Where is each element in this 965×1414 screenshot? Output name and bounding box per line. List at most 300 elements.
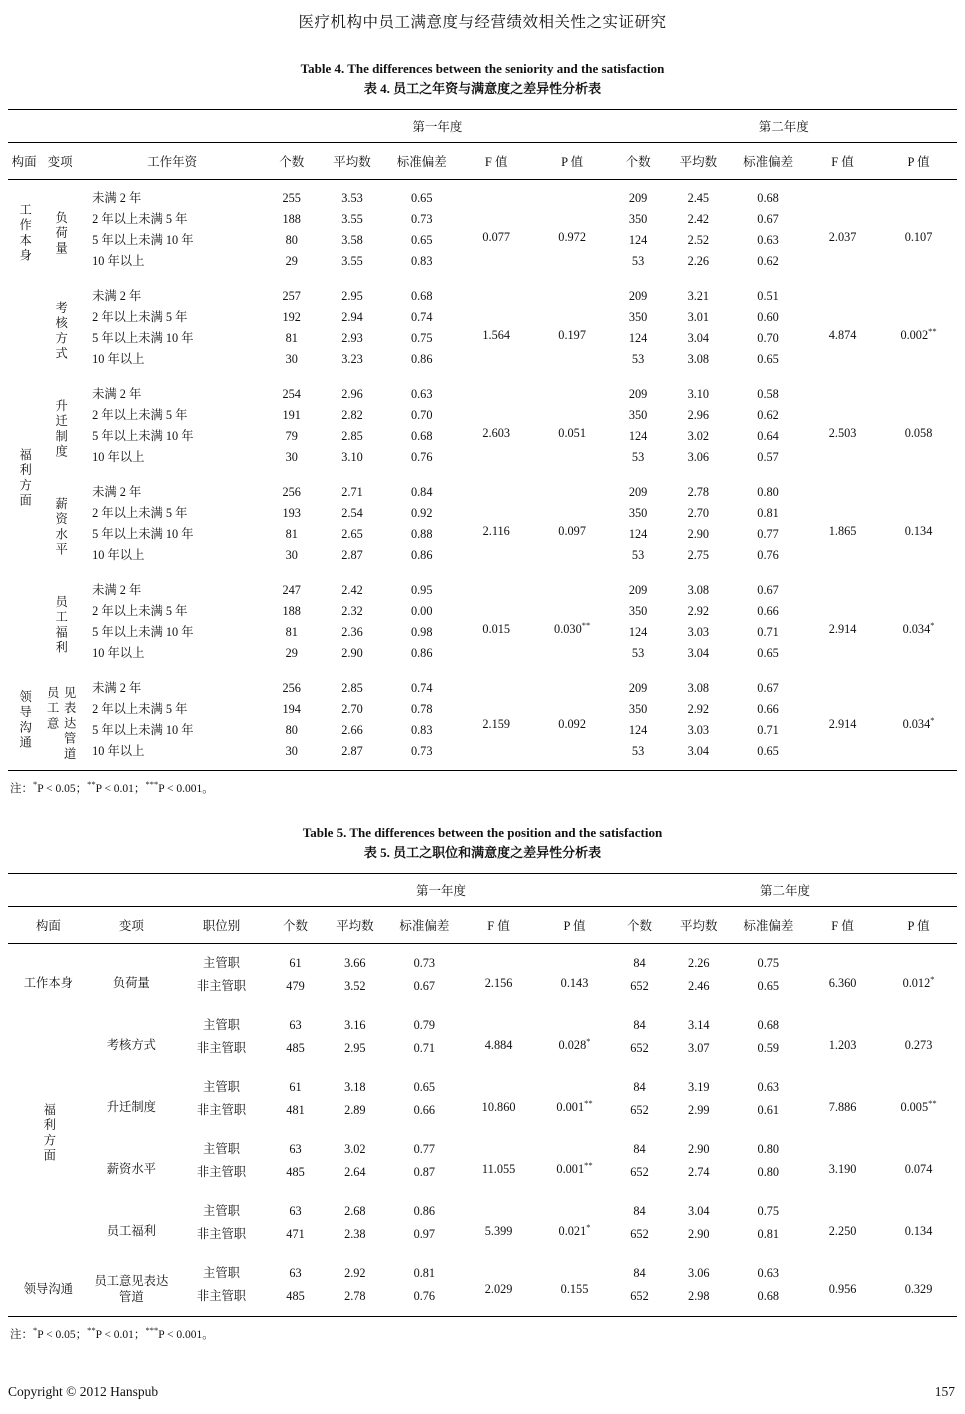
seniority-cell: 10 年以上 [92,744,145,758]
num-cell: 63 [289,1018,302,1032]
spacer-cell [8,874,269,907]
num-cell: 2.45 [687,191,710,205]
p-value: 0.058 [904,425,933,440]
p-value: 0.134 [904,1223,933,1238]
num-cell: 63 [289,1266,302,1280]
num-cell: 209 [628,289,648,303]
num-cell: 2.65 [341,527,363,541]
page-number: 157 [934,1384,955,1399]
num-cell: 0.80 [757,1165,780,1179]
num-cell: 53 [631,450,645,464]
note-text: P < 0.001。 [158,783,214,795]
year2-header: 第二年度 [613,874,957,907]
col-header-sd: 标准偏差 [732,907,806,944]
table5-caption-en: Table 5. The differences between the position and the satisfaction [302,825,663,840]
num-cell: 0.71 [757,723,779,737]
pos-cell: 非主管职 [196,1227,247,1241]
var-cell [40,180,80,287]
num-cell: 0.75 [757,956,780,970]
num-cell: 53 [631,352,645,366]
num-cell: 84 [633,1204,646,1218]
year-header-row [8,874,957,907]
num-cell: 2.82 [341,408,363,422]
pos-cell: 非主管职 [196,979,247,993]
seniority-cell: 2 年以上未满 5 年 [92,212,188,226]
col-header-p: P 值 [880,143,957,180]
dim-cell [8,180,40,287]
page-footer [8,1384,955,1400]
dim-label: 福利方面 [41,1103,56,1165]
var-cell [40,286,80,384]
f-cell: 5.399 [484,1223,513,1238]
num-cell: 0.76 [413,1289,436,1303]
seniority-cell: 10 年以上 [92,548,145,562]
num-cell: 81 [285,625,298,639]
num-cell: 209 [628,681,648,695]
num-cell: 0.57 [757,450,779,464]
num-cell: 3.04 [687,646,710,660]
num-cell: 0.65 [757,979,780,993]
col-header-mean: 平均数 [666,907,731,944]
num-cell: 188 [282,212,301,226]
num-cell: 0.65 [757,744,779,758]
num-cell: 0.65 [410,233,433,247]
p-value: 0.051 [558,425,586,440]
num-cell: 0.77 [757,527,779,541]
seniority-cell: 10 年以上 [92,646,145,660]
num-cell: 3.66 [344,956,366,970]
var-label: 管道 [119,1290,144,1304]
num-cell: 0.58 [757,387,779,401]
var-label: 员工意见表达 [94,1274,169,1288]
seniority-cell: 2 年以上未满 5 年 [92,702,188,716]
sig-stars: ** [928,325,937,336]
p-cell [880,1200,957,1262]
f-cell: 2.914 [828,621,857,636]
num-cell: 3.02 [687,429,710,443]
num-cell: 2.32 [341,604,363,618]
col-header-sd: 标准偏差 [385,143,459,180]
num-cell: 2.74 [688,1165,710,1179]
table5 [8,873,957,1317]
var-cell [40,678,80,771]
seniority-cell: 5 年以上未满 10 年 [92,625,194,639]
num-cell: 2.92 [687,604,710,618]
f-cell: 11.055 [481,1161,516,1176]
table-row [8,482,957,503]
var-cell [89,1138,174,1200]
dim-label: 工作本身 [17,202,32,265]
pos-cell: 非主管职 [196,1041,247,1055]
note-star: *** [145,779,159,790]
num-cell: 63 [289,1142,302,1156]
p-cell [880,1262,957,1317]
f-cell: 2.156 [484,975,513,990]
var-label: 考核方式 [106,1037,156,1052]
num-cell: 53 [631,254,645,268]
num-cell: 350 [628,702,648,716]
num-cell: 0.73 [410,744,433,758]
num-cell: 2.64 [344,1165,366,1179]
note-text: P < 0.05； [37,1329,88,1341]
num-cell: 124 [628,331,648,345]
p-cell [536,1076,613,1138]
num-cell: 124 [628,429,648,443]
sig-stars: ** [928,1097,937,1108]
num-cell: 0.65 [757,352,779,366]
note-star: *** [145,1325,159,1336]
f-cell: 2.503 [828,425,857,440]
num-cell: 0.63 [757,233,779,247]
num-cell: 3.53 [341,191,363,205]
num-cell: 256 [282,681,301,695]
num-cell: 0.67 [757,212,779,226]
num-cell: 0.97 [413,1227,436,1241]
p-value: 0.134 [904,523,933,538]
num-cell: 350 [628,506,648,520]
sig-stars: * [930,714,935,725]
dim-label: 领导沟通 [23,1281,73,1296]
p-cell [880,1138,957,1200]
num-cell: 124 [628,233,648,247]
num-cell: 80 [285,233,298,247]
num-cell: 192 [282,310,301,324]
pos-cell: 主管职 [203,1142,240,1156]
var-cell [89,1076,174,1138]
num-cell: 2.78 [344,1289,366,1303]
col-header-mean: 平均数 [322,907,387,944]
num-cell: 2.90 [687,527,710,541]
p-value: 0.028 [558,1037,587,1052]
pos-cell: 主管职 [203,1080,240,1094]
num-cell: 0.62 [757,408,779,422]
year-header-row [8,110,957,143]
col-header-mean: 平均数 [319,143,384,180]
num-cell: 0.64 [757,429,779,443]
num-cell: 53 [631,548,645,562]
var-label: 负荷量 [112,975,150,990]
num-cell: 0.51 [757,289,779,303]
note-text: P < 0.05； [37,783,88,795]
num-cell: 0.75 [757,1204,780,1218]
num-cell: 2.42 [341,583,363,597]
f-cell: 2.116 [482,523,510,538]
note-prefix: 注： [10,1329,33,1341]
num-cell: 652 [630,1103,649,1117]
num-cell: 3.55 [341,212,363,226]
p-cell [880,944,957,1015]
num-cell: 2.54 [341,506,363,520]
num-cell: 2.78 [687,485,710,499]
num-cell: 255 [282,191,301,205]
var-label: 负荷量 [53,210,68,257]
num-cell: 0.59 [757,1041,780,1055]
num-cell: 0.68 [757,1289,780,1303]
pos-cell: 主管职 [203,1204,240,1218]
dim-label: 工作本身 [23,975,73,990]
num-cell: 0.65 [413,1080,436,1094]
sig-stars: ** [584,1159,593,1170]
p-value: 0.001 [556,1161,585,1176]
num-cell: 0.79 [413,1018,436,1032]
var-cell [89,1262,174,1317]
num-cell: 0.95 [410,583,433,597]
num-cell: 2.26 [688,956,710,970]
f-cell: 2.603 [482,425,511,440]
num-cell: 0.87 [413,1165,436,1179]
num-cell: 2.70 [341,702,363,716]
num-cell: 0.75 [410,331,433,345]
num-cell: 0.92 [410,506,433,520]
num-cell: 350 [628,604,648,618]
num-cell: 0.74 [410,681,433,695]
seniority-cell: 5 年以上未满 10 年 [92,527,194,541]
p-cell [536,1014,613,1076]
p-cell [536,1200,613,1262]
col-header-p: P 值 [536,907,613,944]
num-cell: 0.68 [757,1018,780,1032]
num-cell: 3.52 [344,979,366,993]
p-value: 0.002 [900,327,929,342]
table4-note [10,780,957,796]
num-cell: 2.92 [687,702,710,716]
table-row [8,944,957,976]
num-cell: 479 [286,979,305,993]
seniority-cell: 2 年以上未满 5 年 [92,506,188,520]
col-header-p: P 值 [534,143,611,180]
num-cell: 3.16 [344,1018,366,1032]
num-cell: 2.38 [344,1227,366,1241]
var-cell [40,384,80,482]
p-value: 0.092 [558,716,586,731]
num-cell: 53 [631,744,645,758]
num-cell: 3.06 [688,1266,710,1280]
var-label: 见表达管道 [62,685,77,763]
num-cell: 79 [285,429,298,443]
num-cell: 84 [633,1266,646,1280]
num-cell: 0.74 [410,310,433,324]
num-cell: 0.66 [757,702,779,716]
seniority-cell: 5 年以上未满 10 年 [92,331,194,345]
num-cell: 0.80 [757,1142,780,1156]
sig-stars: * [586,1035,591,1046]
num-cell: 0.66 [757,604,779,618]
seniority-cell: 10 年以上 [92,450,145,464]
pos-cell: 主管职 [203,1018,240,1032]
col-header-n: 个数 [613,907,666,944]
col-header-n: 个数 [264,143,319,180]
f-cell: 0.077 [482,229,511,244]
col-header-var: 变项 [89,907,174,944]
num-cell: 3.19 [688,1080,710,1094]
f-cell: 2.037 [828,229,857,244]
f-cell: 2.250 [828,1223,857,1238]
col-header-f: F 值 [805,143,880,180]
num-cell: 3.02 [344,1142,366,1156]
num-cell: 0.80 [757,485,779,499]
seniority-cell: 2 年以上未满 5 年 [92,408,188,422]
p-value: 0.074 [904,1161,933,1176]
num-cell: 2.66 [341,723,363,737]
num-cell: 0.68 [410,429,433,443]
table4-caption [8,59,957,99]
num-cell: 209 [628,583,648,597]
num-cell: 209 [628,191,648,205]
col-header-seniority: 工作年资 [80,143,264,180]
num-cell: 2.26 [687,254,710,268]
col-header-f: F 值 [461,907,536,944]
pos-cell: 非主管职 [196,1165,247,1179]
col-header-dim: 构面 [8,907,89,944]
p-value: 0.972 [558,229,586,244]
num-cell: 350 [628,212,648,226]
num-cell: 2.95 [344,1041,366,1055]
p-cell [534,180,611,287]
num-cell: 2.93 [341,331,363,345]
dim-label: 福利方面 [17,447,32,510]
num-cell: 0.66 [413,1103,436,1117]
num-cell: 2.95 [341,289,363,303]
dim-cell [8,678,40,771]
var-label: 员工意 [45,685,60,732]
dim-cell [8,944,89,1015]
p-cell [880,180,957,287]
num-cell: 2.90 [341,646,363,660]
sig-stars: * [930,973,935,984]
p-cell [534,384,611,482]
copyright-text: Copyright © 2012 Hanspub [8,1384,159,1399]
num-cell: 0.67 [757,681,779,695]
num-cell: 84 [633,956,646,970]
num-cell: 2.92 [344,1266,366,1280]
num-cell: 30 [285,352,298,366]
f-cell: 0.956 [828,1281,857,1296]
note-text: P < 0.01； [95,783,146,795]
num-cell: 652 [630,1041,649,1055]
dim-cell-empty [8,580,40,678]
seniority-cell: 未满 2 年 [92,681,142,695]
num-cell: 2.46 [688,979,710,993]
num-cell: 2.90 [688,1142,710,1156]
num-cell: 0.65 [757,646,779,660]
note-prefix: 注： [10,783,33,795]
num-cell: 84 [633,1142,646,1156]
seniority-cell: 5 年以上未满 10 年 [92,723,194,737]
table5-caption-zh: 表 5. 员工之职位和满意度之差异性分析表 [363,845,602,860]
num-cell: 194 [282,702,301,716]
f-cell: 6.360 [828,975,857,990]
sig-stars: ** [581,619,591,630]
num-cell: 3.08 [687,583,710,597]
num-cell: 2.90 [688,1227,710,1241]
num-cell: 2.36 [341,625,363,639]
p-cell [536,944,613,1015]
p-value: 0.012 [902,975,931,990]
num-cell: 0.00 [410,604,433,618]
var-label: 升迁制度 [106,1099,156,1114]
num-cell: 3.58 [341,233,363,247]
num-cell: 209 [628,485,648,499]
p-cell [880,1076,957,1138]
num-cell: 0.83 [410,254,433,268]
seniority-cell: 未满 2 年 [92,485,142,499]
table-row [8,384,957,405]
num-cell: 0.81 [413,1266,436,1280]
num-cell: 0.73 [413,956,436,970]
f-cell: 1.564 [482,327,511,342]
col-header-p: P 值 [880,907,957,944]
num-cell: 652 [630,1165,649,1179]
num-cell: 0.63 [757,1266,780,1280]
p-cell [534,286,611,384]
col-header-dim: 构面 [8,143,40,180]
note-text: P < 0.01； [95,1329,146,1341]
num-cell: 3.04 [687,331,710,345]
p-cell [880,1014,957,1076]
num-cell: 3.55 [341,254,363,268]
num-cell: 2.75 [687,548,710,562]
table4 [8,109,957,771]
num-cell: 481 [286,1103,305,1117]
year1-header: 第一年度 [269,874,613,907]
num-cell: 0.77 [413,1142,436,1156]
num-cell: 0.70 [410,408,433,422]
dim-label: 领导沟通 [17,689,32,752]
f-cell: 2.914 [828,716,857,731]
num-cell: 2.87 [341,548,363,562]
p-cell [880,384,957,482]
num-cell: 2.98 [688,1289,710,1303]
note-star: * [33,1325,38,1336]
seniority-cell: 2 年以上未满 5 年 [92,604,188,618]
table4-caption-en: Table 4. The differences between the seniority and the satisfaction [300,61,665,76]
num-cell: 485 [286,1289,305,1303]
p-cell [534,580,611,678]
num-cell: 0.86 [410,646,433,660]
table-row [8,1138,957,1161]
p-cell [880,580,957,678]
num-cell: 193 [282,506,301,520]
col-header-n: 个数 [611,143,666,180]
num-cell: 29 [285,254,298,268]
num-cell: 3.01 [687,310,710,324]
p-cell [536,1138,613,1200]
pos-cell: 非主管职 [196,1103,247,1117]
num-cell: 209 [628,387,648,401]
num-cell: 0.67 [413,979,436,993]
f-cell: 10.860 [481,1099,516,1114]
num-cell: 0.67 [757,583,779,597]
table-row [8,1200,957,1223]
col-header-f: F 值 [459,143,534,180]
table-row [8,180,957,210]
num-cell: 0.84 [410,485,433,499]
num-cell: 3.21 [687,289,710,303]
num-cell: 2.87 [341,744,363,758]
note-star: ** [87,779,96,790]
num-cell: 2.52 [687,233,710,247]
var-label: 升迁制度 [53,398,68,461]
num-cell: 3.07 [688,1041,710,1055]
col-header-position: 职位别 [174,907,269,944]
sig-stars: * [586,1221,591,1232]
seniority-cell: 5 年以上未满 10 年 [92,429,194,443]
dim-cell [8,384,40,580]
num-cell: 2.71 [341,485,363,499]
col-header-mean: 平均数 [666,143,731,180]
seniority-cell: 5 年以上未满 10 年 [92,233,194,247]
f-cell: 2.159 [482,716,511,731]
